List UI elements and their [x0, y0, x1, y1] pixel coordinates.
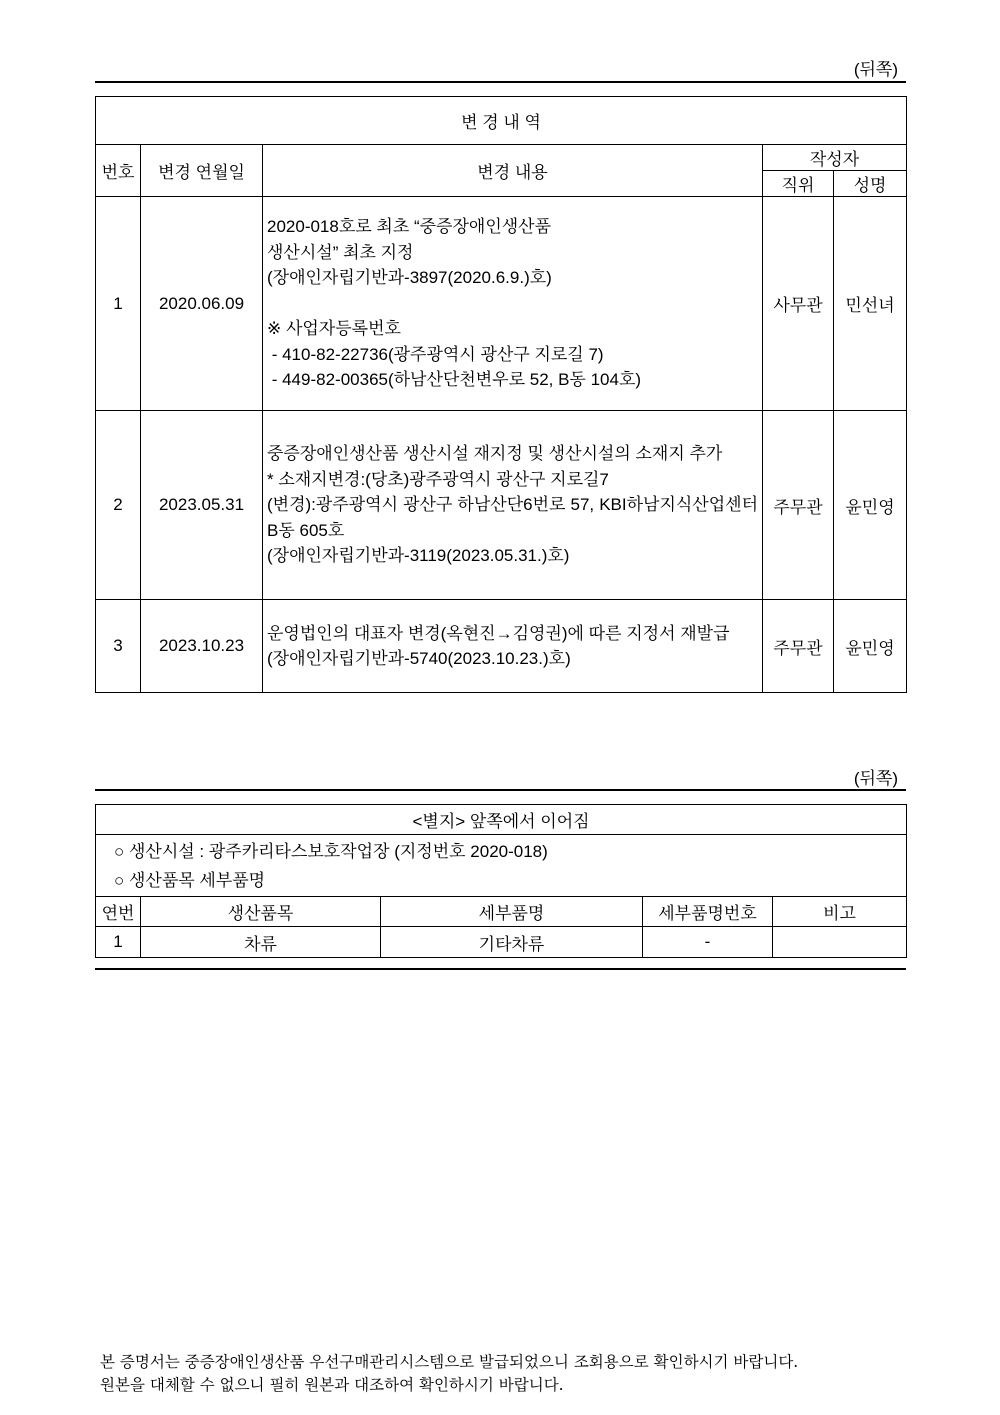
- row-remark: [773, 927, 907, 958]
- table-row: [96, 927, 907, 958]
- row-position: 주무관: [763, 411, 834, 600]
- content-line: 중증장애인생산품 생산시설 재지정 및 생산시설의 소재지 추가: [267, 444, 723, 464]
- bottom-rule: [95, 968, 906, 970]
- attachment-table: [95, 804, 907, 958]
- middle-rule: [95, 789, 906, 791]
- header-name: 성명: [834, 171, 907, 197]
- row-date: 2023.05.31: [141, 411, 263, 600]
- facility-line: ○ 생산시설 : 광주카리타스보호작업장 (지정번호 2020-018): [114, 841, 548, 861]
- back-side-label-2: (뒤쪽): [853, 769, 898, 788]
- row-name: 윤민영: [834, 600, 907, 693]
- header-date: 변경 연월일: [141, 145, 263, 197]
- row-content: [263, 600, 763, 693]
- header-product: 생산품목: [141, 897, 381, 927]
- table-row: [96, 411, 907, 600]
- row-no: 1: [96, 197, 141, 411]
- change-history-table: [95, 96, 907, 693]
- content-line: 생산시설” 최초 지정: [267, 242, 414, 262]
- row-no: 1: [96, 927, 141, 958]
- row-name: 윤민영: [834, 411, 907, 600]
- content-line: (변경):광주광역시 광산구 하남산단6번로 57, KBI하남지식산업센터 B동 605호: [267, 495, 758, 540]
- row-product: 차류: [141, 927, 381, 958]
- content-line: * 소재지변경:(당초)광주광역시 광산구 지로길7: [267, 469, 609, 489]
- row-detail: 기타차류: [381, 927, 643, 958]
- header-detail-no: 세부품명번호: [643, 897, 773, 927]
- change-history-title: 변 경 내 역: [96, 97, 907, 145]
- table-row: [96, 197, 907, 411]
- row-no: 3: [96, 600, 141, 693]
- row-position: 사무관: [763, 197, 834, 411]
- back-side-label: (뒤쪽): [853, 60, 898, 79]
- footer-line-1: 본 증명서는 중증장애인생산품 우선구매관리시스템으로 발급되었으니 조회용으로 확인하시기 바랍니다.: [100, 1353, 799, 1371]
- content-line: [267, 291, 758, 317]
- row-position: 주무관: [763, 600, 834, 693]
- content-line: - 449-82-00365(하남산단천변우로 52, B동 104호): [267, 370, 642, 390]
- header-content: 변경 내용: [263, 145, 763, 197]
- header-position: 직위: [763, 171, 834, 197]
- header-no: 번호: [96, 145, 141, 197]
- row-content: [263, 411, 763, 600]
- products-heading: ○ 생산품목 세부품명: [114, 870, 266, 890]
- content-line: (장애인자립기반과-3119(2023.05.31.)호): [267, 546, 570, 566]
- row-date: 2023.10.23: [141, 600, 263, 693]
- row-name: 민선녀: [834, 197, 907, 411]
- attachment-title: <별지> 앞쪽에서 이어짐: [96, 805, 907, 835]
- header-remark: 비고: [773, 897, 907, 927]
- attachment-info: [96, 835, 907, 897]
- row-date: 2020.06.09: [141, 197, 263, 411]
- header-author: 작성자: [763, 145, 907, 171]
- header-detail: 세부품명: [381, 897, 643, 927]
- footer-notice: [100, 1351, 798, 1397]
- row-detail-no: -: [643, 927, 773, 958]
- content-line: 2020-018호로 최초 “중증장애인생산품: [267, 217, 552, 237]
- row-no: 2: [96, 411, 141, 600]
- table-row: [96, 600, 907, 693]
- row-content: [263, 197, 763, 411]
- top-rule: [95, 81, 906, 83]
- content-line: ※ 사업자등록번호: [267, 319, 401, 339]
- content-line: - 410-82-22736(광주광역시 광산구 지로길 7): [267, 344, 604, 364]
- content-line: 운영법인의 대표자 변경(옥현진→김영권)에 따른 지정서 재발급: [267, 623, 730, 643]
- footer-line-2: 원본을 대체할 수 없으니 필히 원본과 대조하여 확인하시기 바랍니다.: [100, 1376, 564, 1394]
- content-line: (장애인자립기반과-5740(2023.10.23.)호): [267, 649, 571, 668]
- content-line: (장애인자립기반과-3897(2020.6.9.)호): [267, 268, 552, 288]
- header-no: 연번: [96, 897, 141, 927]
